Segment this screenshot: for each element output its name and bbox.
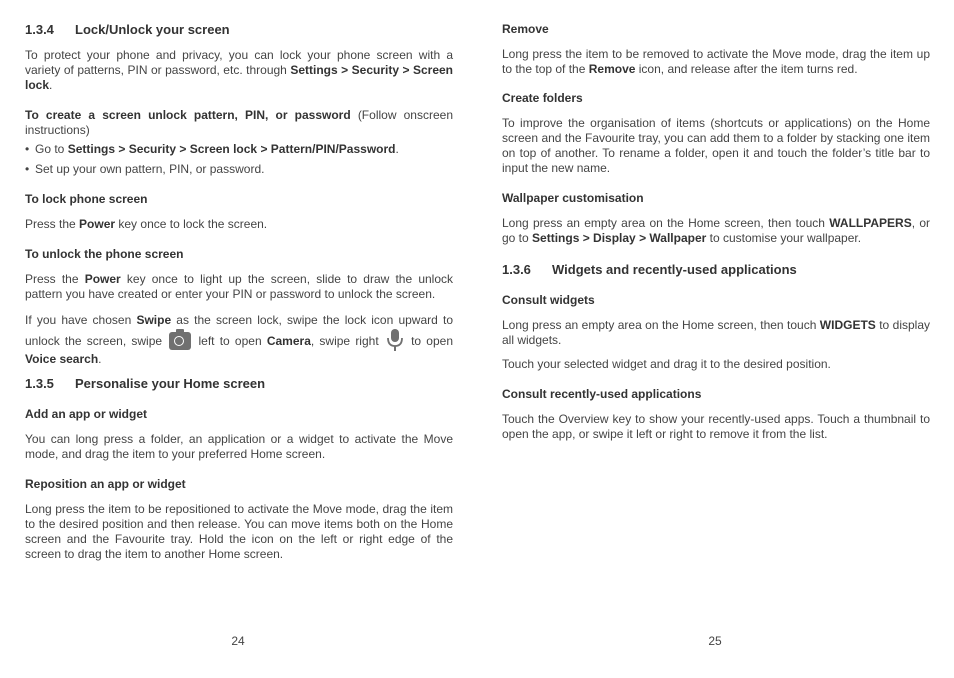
add-app-paragraph: You can long press a folder, an application or a widget to activate the Move mode, and drag the item to your preferred Home screen.	[25, 432, 453, 461]
subheading-consult-widgets: Consult widgets	[502, 293, 595, 307]
consult-widgets-paragraph: Long press an empty area on the Home screen, then touch WIDGETS to display all widgets.	[502, 318, 930, 347]
section-heading-lock-unlock: 1.3.4 Lock/Unlock your screen	[25, 22, 230, 37]
recent-apps-paragraph: Touch the Overview key to show your recently-used apps. Touch a thumbnail to open the app, or swipe it left or right to remove it from the list.	[502, 412, 930, 441]
unlock-phone-paragraph: Press the Power key once to light up the screen, slide to draw the unlock pattern you have created or enter your PIN or password to unlock the screen.	[25, 272, 454, 301]
bullet-go-to-settings: • Go to Settings > Security > Screen lock > Pattern/PIN/Password.	[25, 142, 453, 157]
subheading-lock-phone: To lock phone screen	[25, 192, 148, 206]
swipe-lock-paragraph: If you have chosen Swipe as the screen lock, swipe the lock icon upward to unlock the screen, swipe left to open Camera, swipe right to open Voice search.	[25, 313, 454, 366]
bullet-set-up-pattern: • Set up your own pattern, PIN, or password.	[25, 162, 453, 177]
create-folders-paragraph: To improve the organisation of items (shortcuts or applications) on the Home screen and the Favourite tray, you can add them to a folder by stacking one item on top of another. To rename a folder, open it and touch the folder’s title bar to input the new name.	[502, 116, 930, 175]
lock-phone-paragraph: Press the Power key once to lock the screen.	[25, 217, 268, 231]
microphone-icon	[386, 329, 404, 351]
page-number-left: 24	[231, 634, 245, 648]
reposition-paragraph: Long press the item to be repositioned to activate the Move mode, drag the item to the desired position and then release. You can move items both on the Home screen and the Favourite tray. Hold the icon on the left or right edge of the screen to drag the item to another Home screen.	[25, 502, 453, 561]
section-heading-widgets: 1.3.6 Widgets and recently-used applications	[502, 262, 797, 277]
touch-widget-paragraph: Touch your selected widget and drag it to the desired position.	[502, 357, 831, 371]
subheading-recent-apps: Consult recently-used applications	[502, 387, 702, 401]
remove-paragraph: Long press the item to be removed to activate the Move mode, drag the item up to the top of the Remove icon, and release after the item turns red.	[502, 47, 930, 76]
subheading-wallpaper: Wallpaper customisation	[502, 191, 644, 205]
create-unlock-paragraph: To create a screen unlock pattern, PIN, or password (Follow onscreen instructions)	[25, 108, 453, 137]
subheading-unlock-phone: To unlock the phone screen	[25, 247, 184, 261]
subheading-reposition: Reposition an app or widget	[25, 477, 186, 491]
subheading-create-folders: Create folders	[502, 91, 583, 105]
subheading-add-app: Add an app or widget	[25, 407, 147, 421]
lock-intro-paragraph: To protect your phone and privacy, you can lock your phone screen with a variety of patterns, PIN or password, etc. through Settings > Security > Screen lock.	[25, 48, 453, 92]
section-heading-personalise: 1.3.5 Personalise your Home screen	[25, 376, 266, 391]
wallpaper-paragraph: Long press an empty area on the Home screen, then touch WALLPAPERS, or go to Settings > Display > Wallpaper to customise your wallpaper.	[502, 216, 931, 245]
page-number-right: 25	[708, 634, 722, 648]
subheading-remove: Remove	[502, 22, 549, 36]
camera-icon	[169, 332, 191, 350]
